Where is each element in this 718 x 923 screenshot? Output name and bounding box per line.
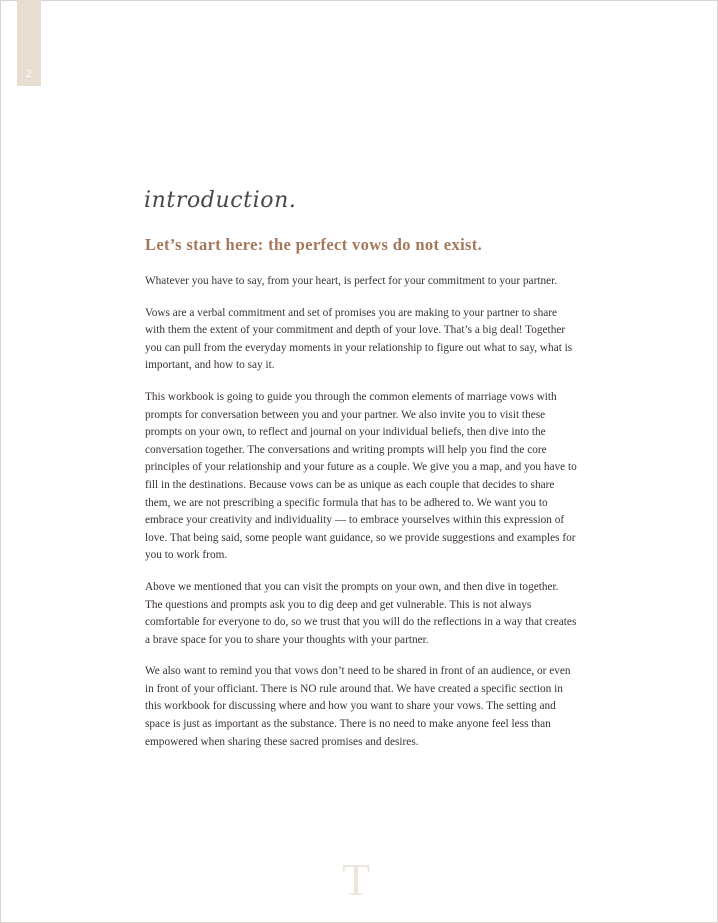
paragraph: Above we mentioned that you can visit the prompts on your own, and then dive in together. The questions and prompts ask you to dig deep and get vulnerable. This is not always comfortable for everyone to do, so we trust that you will do the reflections in a way that creates a brave space for you to share your thoughts with your partner. xyxy=(145,580,577,646)
page-number: 2 xyxy=(25,68,33,80)
paragraph: We also want to remind you that vows don’t need to be shared in front of an audience, or even in front of your officiant. There is NO rule around that. We have created a specific section in this workbook for discussing where and how you want to share your vows. The setting and space is just as important as the substance. There is no need to make anyone feel less than empowered when sharing these sacred promises and desires. xyxy=(145,665,571,748)
paragraph: This workbook is going to guide you through the common elements of marriage vows with prompts for conversation between you and your partner. We also invite you to visit these prompts on your own, to reflect and journal on your individual beliefs, then dive into the conversation together. The conversations and writing prompts will help you find the core principles of your relationship and your future as a couple. We give you a map, and you have to fill in the destinations. Because vows can be as unique as each couple that decides to share them, we are not prescribing a specific formula that has to be adhered to. We want you to embrace your creativity and individuality — to embrace yourselves within this expression of love. That being said, some people want guidance, so we provide suggestions and examples for you to work from. xyxy=(145,390,577,562)
paragraph: Vows are a verbal commitment and set of promises you are making to your partner to share with them the extent of your commitment and depth of your love. That’s a big deal! Together you can pull from the everyday moments in your relationship to figure out what to say, what is important, and how to say it. xyxy=(145,306,573,372)
footer-logo-mark: T xyxy=(342,854,371,905)
page-number-tab xyxy=(17,0,41,86)
paragraph: Whatever you have to say, from your heart, is perfect for your commitment to your partner. xyxy=(145,275,558,287)
body-copy xyxy=(145,273,577,765)
headline: Let’s start here: the perfect vows do not exist. xyxy=(145,235,483,254)
section-script-title: introduction. xyxy=(144,188,297,213)
